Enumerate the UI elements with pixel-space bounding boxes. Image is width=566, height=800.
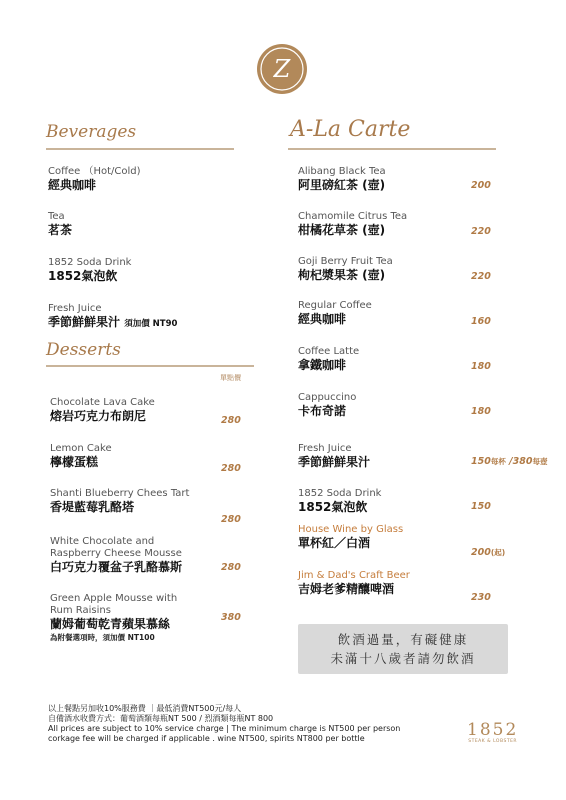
beverage-item xyxy=(48,211,72,238)
item-english: Chocolate Lava Cake xyxy=(50,397,155,408)
desserts-divider xyxy=(46,365,254,367)
item-chinese: 1852氣泡飲 xyxy=(48,269,118,283)
item-english-line2: Raspberry Cheese Mousse xyxy=(50,548,182,559)
item-chinese: 經典咖啡 xyxy=(48,178,97,192)
item-price: 280 xyxy=(221,463,241,474)
item-english: Fresh Juice xyxy=(298,443,352,454)
item-price: 180 xyxy=(471,406,491,417)
alacarte-title: A-La Carte xyxy=(290,117,411,142)
alacarte-item xyxy=(298,256,393,283)
item-price: 200 xyxy=(471,180,491,191)
item-chinese: 拿鐵咖啡 xyxy=(298,358,347,372)
alacarte-item xyxy=(298,166,386,193)
item-english: Fresh Juice xyxy=(48,303,102,314)
footer-line1: 以上餐點另加收10%服務費 ｜最低消費NT500元/每人 xyxy=(48,704,242,713)
item-english: Lemon Cake xyxy=(50,443,112,454)
item-english: Chamomile Citrus Tea xyxy=(298,211,408,222)
warning-line2: 未滿十八歲者請勿飲酒 xyxy=(330,651,476,666)
price-per-glass: 150 xyxy=(471,456,491,467)
per-glass-unit: 每杯 xyxy=(490,457,506,466)
price-per-pot: /380 xyxy=(509,456,533,467)
item-english-line2: Rum Raisins xyxy=(50,605,111,616)
item-chinese: 卡布奇諾 xyxy=(298,404,347,418)
item-chinese: 蘭姆葡萄乾青蘋果慕絲 xyxy=(50,617,171,631)
item-price: 380 xyxy=(221,612,241,623)
item-chinese: 熔岩巧克力布朗尼 xyxy=(50,409,147,423)
item-chinese: 白巧克力覆盆子乳酪慕斯 xyxy=(50,560,183,574)
alacarte-item xyxy=(298,211,407,238)
item-surcharge-note: 須加價 NT90 xyxy=(124,319,178,329)
item-price xyxy=(471,456,547,467)
item-price: 160 xyxy=(471,316,491,327)
desserts-title: Desserts xyxy=(46,340,121,360)
beverage-item xyxy=(48,257,131,284)
item-english: Cappuccino xyxy=(298,392,357,403)
alacarte-item xyxy=(298,570,410,597)
alacarte-item xyxy=(298,524,403,551)
alacarte-item xyxy=(298,392,356,419)
item-price: 220 xyxy=(471,226,491,237)
price-from-unit: (起) xyxy=(490,548,506,557)
unit-price-label: 單點價 xyxy=(220,374,241,382)
beverages-title: Beverages xyxy=(46,122,137,142)
item-english: Alibang Black Tea xyxy=(298,166,386,177)
item-chinese: 阿里磅紅茶 (壺) xyxy=(298,178,386,192)
item-chinese: 香堤藍莓乳酪塔 xyxy=(50,500,135,514)
item-price: 280 xyxy=(221,514,241,525)
dessert-item xyxy=(50,536,182,575)
item-english-line1: White Chocolate and xyxy=(50,536,155,547)
item-chinese: 檸檬蛋糕 xyxy=(50,455,99,469)
item-chinese: 經典咖啡 xyxy=(298,312,347,326)
restaurant-logo xyxy=(257,44,307,94)
beverage-item xyxy=(48,166,141,193)
item-chinese: 單杯紅／白酒 xyxy=(298,536,371,550)
warning-line1: 飲酒過量，有礙健康 xyxy=(337,632,469,647)
dessert-item xyxy=(50,397,155,424)
per-pot-unit: 每壺 xyxy=(532,457,548,466)
price-value: 200 xyxy=(471,547,491,558)
item-english: Tea xyxy=(48,211,65,222)
alacarte-item xyxy=(298,300,372,327)
alacarte-item xyxy=(298,443,370,470)
alacarte-item xyxy=(298,488,381,515)
item-chinese: 1852氣泡飲 xyxy=(298,500,368,514)
item-chinese: 季節鮮鮮果汁 xyxy=(298,455,371,469)
item-english: Shanti Blueberry Chees Tart xyxy=(50,488,190,499)
logo-emblem-icon xyxy=(257,44,307,94)
item-price xyxy=(471,547,505,558)
footer-notes xyxy=(48,704,400,744)
item-english: Goji Berry Fruit Tea xyxy=(298,256,393,267)
item-price: 220 xyxy=(471,271,491,282)
beverage-item xyxy=(48,303,177,332)
dessert-item xyxy=(50,443,112,470)
alcohol-warning-box xyxy=(298,624,508,674)
dessert-item xyxy=(50,593,177,643)
item-price: 280 xyxy=(221,415,241,426)
footer-line2: 自備酒水收費方式：葡萄酒類每瓶NT 500 / 烈酒類每瓶NT 800 xyxy=(48,714,274,723)
item-chinese: 茗茶 xyxy=(48,223,73,237)
item-english: 1852 Soda Drink xyxy=(298,488,382,499)
brand-subtitle: STEAK & LOBSTER xyxy=(468,739,518,744)
footer-line4: corkage fee will be charged if applicable . wine NT500, spirits NT800 per bottle xyxy=(48,734,365,743)
item-chinese: 柑橘花草茶 (壺) xyxy=(298,223,386,237)
item-price: 180 xyxy=(471,361,491,372)
item-chinese: 吉姆老爹精釀啤酒 xyxy=(298,582,395,596)
item-chinese: 枸杞漿果茶 (壺) xyxy=(298,268,386,282)
item-english: Regular Coffee xyxy=(298,300,372,311)
item-english: Coffee （Hot/Cold) xyxy=(48,166,141,177)
logo-letter: Z xyxy=(273,55,291,83)
item-surcharge-note: 為附餐選項時，須加價 NT100 xyxy=(50,633,155,642)
beverages-divider xyxy=(46,148,234,150)
item-chinese: 季節鮮鮮果汁 xyxy=(48,315,121,329)
alacarte-divider xyxy=(288,148,496,150)
item-price: 150 xyxy=(471,501,491,512)
item-price: 230 xyxy=(471,592,491,603)
item-price: 280 xyxy=(221,562,241,573)
item-english-line1: Green Apple Mousse with xyxy=(50,593,178,604)
item-english: 1852 Soda Drink xyxy=(48,257,132,268)
item-english: House Wine by Glass xyxy=(298,524,404,535)
item-english: Jim & Dad's Craft Beer xyxy=(298,570,410,581)
item-english: Coffee Latte xyxy=(298,346,360,357)
alacarte-item xyxy=(298,346,359,373)
footer-line3: All prices are subject to 10% service charge | The minimum charge is NT500 per person xyxy=(48,724,401,733)
dessert-item xyxy=(50,488,189,515)
brand-mark xyxy=(467,721,518,744)
brand-number: 1852 xyxy=(467,720,519,740)
